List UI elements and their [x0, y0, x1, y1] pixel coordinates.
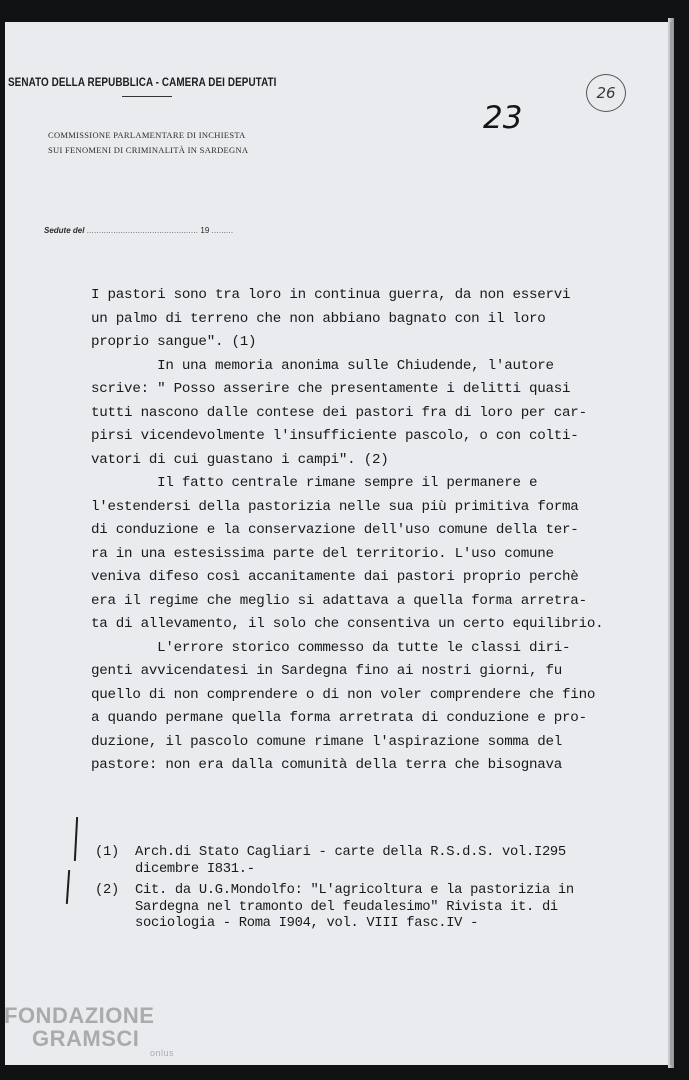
body-line: a quando permane quella forma arretrata di conduzione e pro-: [91, 710, 587, 726]
body-line: pirsi vicendevolmente l'insufficiente pascolo, o con colti-: [91, 428, 579, 444]
body-text: [91, 284, 611, 778]
footnote-line: dicembre I831.-: [135, 861, 255, 877]
sedute-label: Sedute del: [44, 226, 85, 235]
footnote-text: [135, 845, 566, 878]
handwritten-page-number: 23: [483, 100, 523, 136]
margin-pen-mark: [66, 870, 70, 904]
body-line: l'estendersi della pastorizia nelle sua più primitiva forma: [91, 498, 579, 515]
footnote-line: Arch.di Stato Cagliari - carte della R.S.d.S. vol.I295: [135, 845, 566, 860]
commissione-line-2: SUI FENOMENI DI CRIMINALITÀ IN SARDEGNA: [48, 145, 249, 155]
commissione-line-1: COMMISSIONE PARLAMENTARE DI INCHIESTA: [48, 130, 246, 140]
body-line: ra in una estesissima parte del territorio. L'uso comune: [91, 545, 554, 562]
footnote-line: Cit. da U.G.Mondolfo: "L'agricoltura e la pastorizia in: [135, 883, 574, 898]
header-senato: SENATO DELLA REPUBBLICA - CAMERA DEI DEPUTATI: [8, 77, 277, 89]
archive-stamp-number: 26: [586, 74, 626, 112]
body-line: ta di allevamento, il solo che consentiva un certo equilibrio.: [91, 616, 604, 632]
document-page: [5, 22, 668, 1065]
sedute-year: 19: [200, 226, 210, 235]
watermark-line-3: onlus: [150, 1048, 175, 1058]
footnote-2: [95, 883, 605, 933]
body-line: tutti nascono dalle contese dei pastori fra di loro per car-: [91, 404, 587, 421]
watermark-line-1: FONDAZIONE: [4, 1003, 155, 1028]
footnote-number: (2): [95, 883, 119, 898]
page-edge: [668, 18, 674, 1068]
footnote-1: [95, 845, 605, 878]
body-line: I pastori sono tra loro in continua guerra, da non esservi: [91, 287, 571, 303]
body-line: pastore: non era dalla comunità della terra che bisognava: [91, 757, 563, 773]
body-line: genti avvicendatesi in Sardegna fino ai nostri giorni, fu: [91, 663, 563, 679]
body-line: proprio sangue". (1): [91, 334, 257, 350]
body-line: vatori di cui guastano i campi". (2): [91, 451, 389, 468]
body-line: era il regime che meglio si adattava a quella forma arretra-: [91, 592, 587, 609]
body-line: un palmo di terreno che non abbiano bagnato con il loro: [91, 310, 546, 327]
footnotes: [95, 845, 605, 938]
body-line: L'errore storico commesso da tutte le classi diri-: [91, 639, 571, 656]
sedute-dots: ..............................................: [86, 226, 199, 235]
footnote-text: [135, 883, 574, 933]
margin-pen-mark: [74, 817, 78, 861]
header-commissione: [48, 128, 248, 158]
sedute-line: [44, 226, 233, 235]
footnote-line: Sardegna nel tramonto del feudalesimo" Rivista it. di: [135, 899, 558, 915]
body-line: veniva difeso così accanitamente dai pastori proprio perchè: [91, 569, 579, 585]
body-line: quello di non comprendere o di non voler comprendere che fino: [91, 686, 596, 703]
fondazione-gramsci-watermark: [4, 1003, 175, 1058]
footnote-number: (1): [95, 845, 119, 860]
header-underline: [122, 96, 172, 97]
body-line: Il fatto centrale rimane sempre il permanere e: [91, 475, 538, 491]
watermark-line-2: GRAMSCI: [32, 1026, 140, 1051]
footnote-line: sociologia - Roma I904, vol. VIII fasc.IV -: [135, 916, 479, 931]
body-line: scrive: " Posso asserire che presentamente i delitti quasi: [91, 381, 571, 397]
body-line: duzione, il pascolo comune rimane l'aspirazione somma del: [91, 733, 563, 750]
sedute-dots-short: .........: [211, 226, 234, 235]
body-line: In una memoria anonima sulle Chiudende, l'autore: [91, 357, 554, 374]
body-line: di conduzione e la conservazione dell'uso comune della ter-: [91, 522, 579, 538]
